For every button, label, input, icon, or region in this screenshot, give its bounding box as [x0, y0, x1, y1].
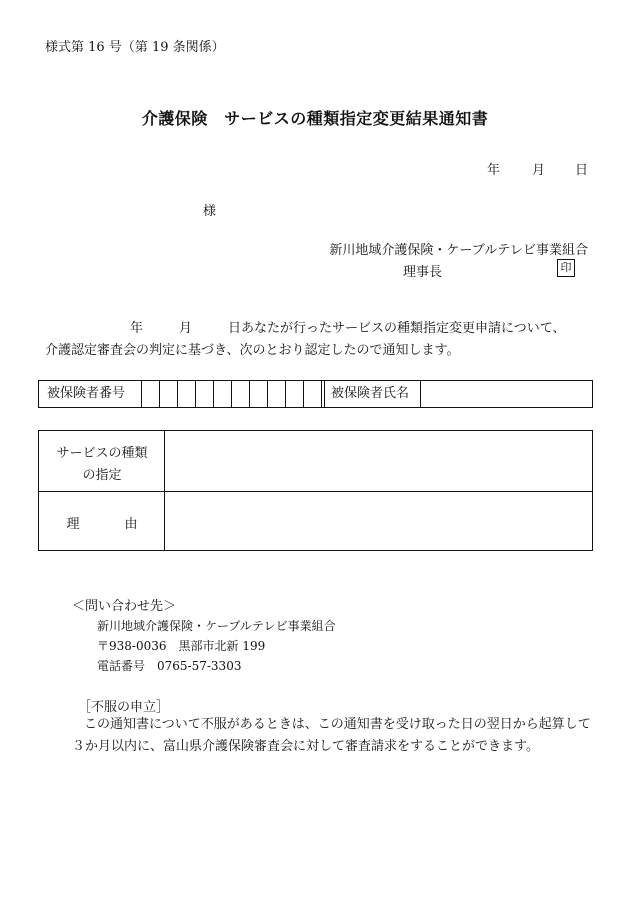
insured-number-digit[interactable] — [268, 381, 286, 407]
insured-number-digit[interactable] — [160, 381, 178, 407]
notice-line-1 — [45, 318, 566, 340]
notice-line-1-rest: 日あなたが行ったサービスの種類指定変更申請について、 — [228, 321, 566, 336]
service-type-label-line-1: サービスの種類 — [56, 446, 148, 461]
contact-organization: 新川地域介護保険・ケーブルテレビ事業組合 — [97, 619, 336, 633]
issuer-organization: 新川地域介護保険・ケーブルテレビ事業組合 — [329, 243, 588, 258]
insured-number-digit[interactable] — [214, 381, 232, 407]
contact-address: 〒938-0036 黒部市北新 199 — [97, 639, 266, 653]
addressee-suffix: 様 — [203, 204, 217, 219]
insured-number-digit[interactable] — [304, 381, 322, 407]
service-type-label — [39, 431, 165, 491]
notice-line-2: 介護認定審査会の判定に基づき、次のとおり認定したので通知します。 — [45, 343, 460, 358]
insured-table — [38, 380, 593, 408]
date-year: 年 — [487, 163, 501, 178]
reason-row — [39, 492, 592, 551]
appeal-heading: ［不服の申立］ — [78, 700, 170, 715]
notice-body — [45, 318, 566, 362]
insured-name-label: 被保険者氏名 — [325, 381, 421, 407]
insured-number-digit[interactable] — [250, 381, 268, 407]
notice-year: 年 — [130, 321, 144, 336]
date-day: 日 — [575, 163, 589, 178]
insured-name-field[interactable] — [421, 381, 592, 407]
service-table — [38, 430, 593, 551]
reason-label-char-1: 理 — [66, 517, 80, 532]
form-number: 様式第 16 号（第 19 条関係） — [45, 40, 225, 55]
insured-number-digit[interactable] — [178, 381, 196, 407]
contact-heading: ＜問い合わせ先＞ — [72, 599, 177, 614]
date-month: 月 — [532, 163, 546, 178]
notice-month: 月 — [179, 321, 193, 336]
reason-label-char-2: 由 — [124, 517, 138, 532]
reason-field[interactable] — [166, 492, 592, 551]
insured-number-digit[interactable] — [286, 381, 304, 407]
appeal-body: この通知書について不服があるときは、この通知書を受け取った日の翌日から起算して３か月以内に、富山県介護保険審査会に対して審査請求をすることができます。 — [72, 717, 591, 754]
service-type-field[interactable] — [166, 431, 592, 491]
document-title: 介護保険 サービスの種類指定変更結果通知書 — [141, 109, 489, 128]
insured-number-digit[interactable] — [232, 381, 250, 407]
appeal-text — [72, 714, 592, 758]
seal-mark: 印 — [557, 259, 575, 277]
insured-number-digit[interactable] — [196, 381, 214, 407]
reason-label-cell — [39, 492, 165, 551]
service-type-row — [39, 431, 592, 492]
issuer-title: 理事長 — [403, 265, 443, 280]
service-type-label-line-2: の指定 — [82, 468, 122, 483]
reason-label — [39, 513, 165, 532]
contact-phone: 電話番号 0765-57-3303 — [97, 659, 242, 673]
insured-number-digit[interactable] — [142, 381, 160, 407]
insured-number-label: 被保険者番号 — [39, 381, 142, 407]
